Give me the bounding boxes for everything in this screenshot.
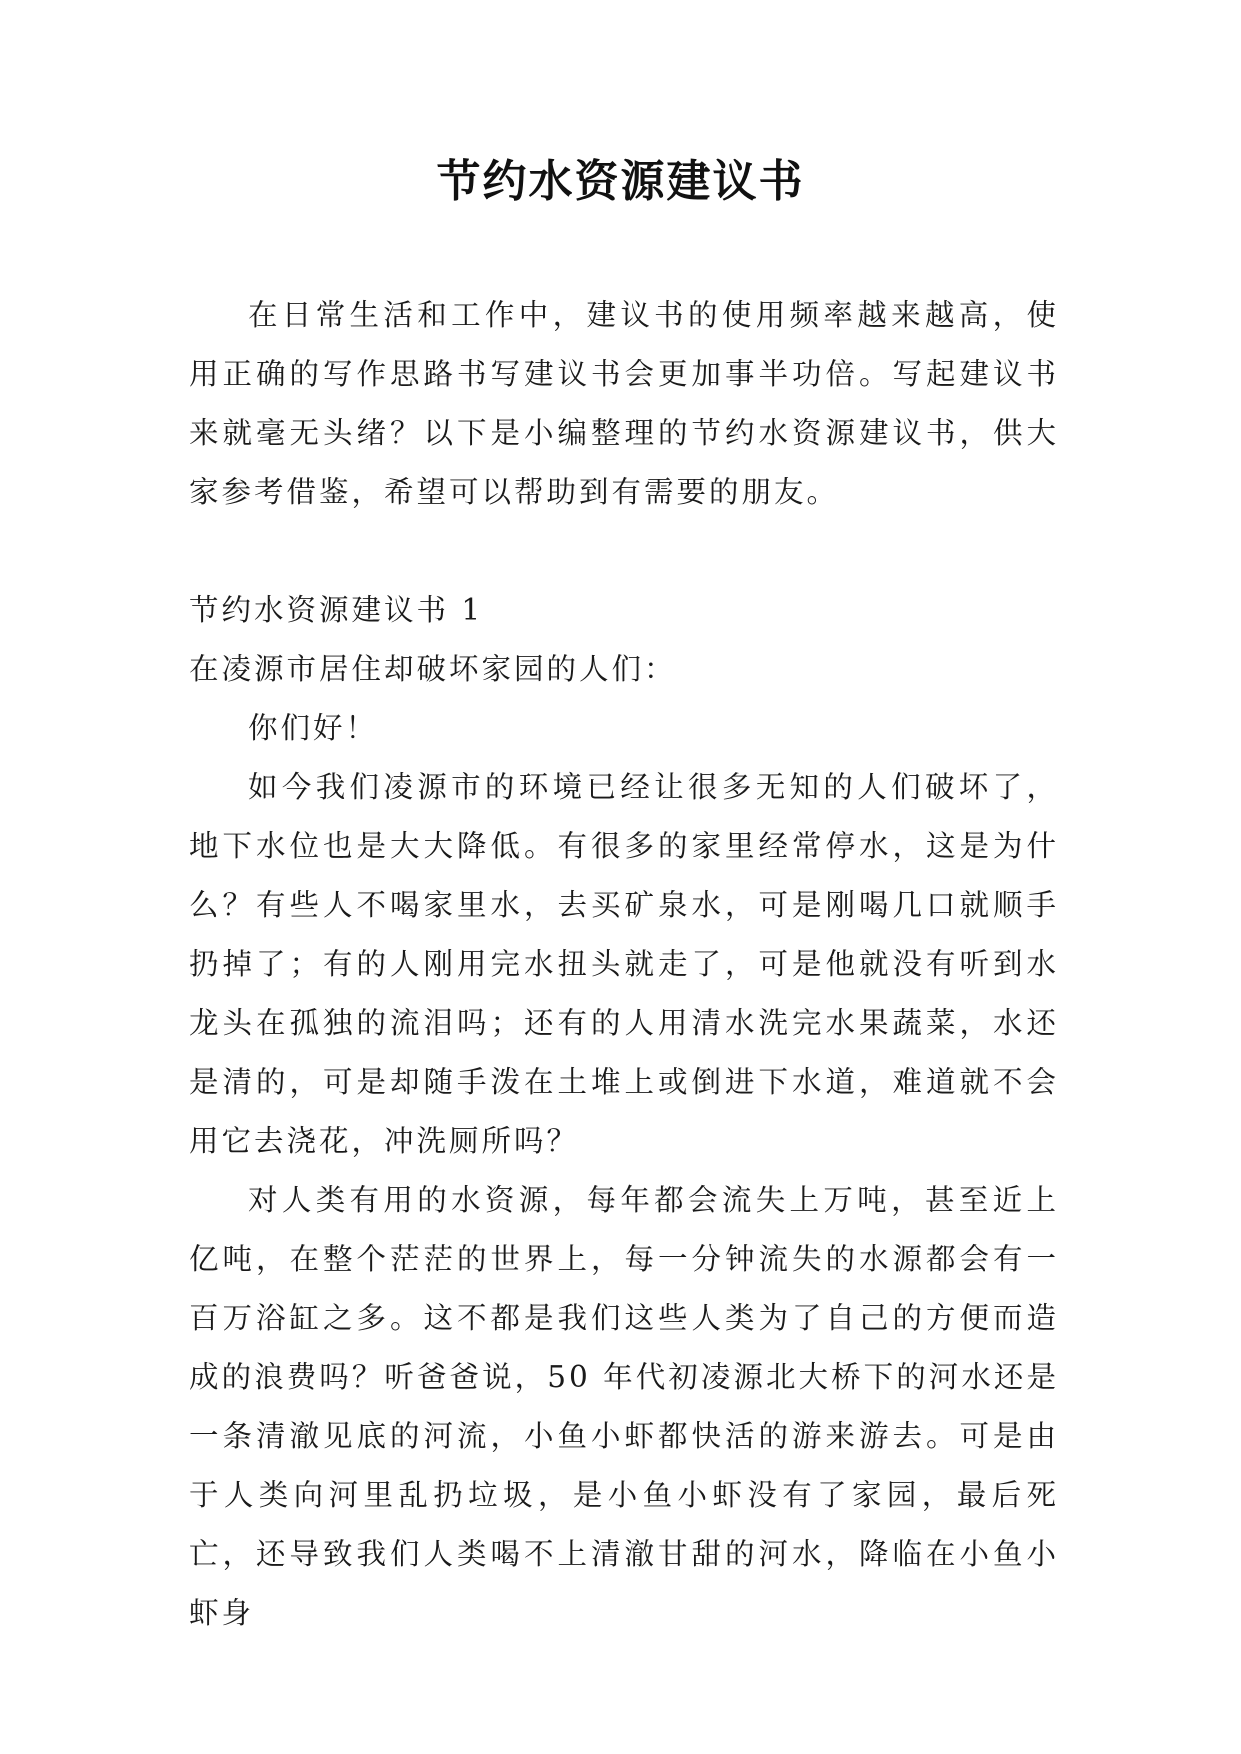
salutation: 在凌源市居住却破坏家园的人们： xyxy=(189,652,677,686)
section-heading: 节约水资源建议书 1 xyxy=(189,593,484,627)
page-title: 节约水资源建议书 xyxy=(436,156,805,207)
intro-paragraph: 在日常生活和工作中，建议书的使用频率越来越高，使用正确的写作思路书写建议书会更加事半功倍。写起建议书来就毫无头绪？以下是小编整理的节约水资源建议书，供大家参考借鉴，希望可以帮助到有需要的朋友。 xyxy=(189,298,1059,509)
greeting: 你们好！ xyxy=(248,711,379,745)
document-body xyxy=(189,286,1059,1643)
body-paragraph: 对人类有用的水资源，每年都会流失上万吨，甚至近上亿吨，在整个茫茫的世界上，每一分钟流失的水源都会有一百万浴缸之多。这不都是我们这些人类为了自己的方便而造成的浪费吗？听爸爸说，50 年代初凌源北大桥下的河水还是一条清澈见底的河流，小鱼小虾都快活的游来游去。可是由于人类向河里乱扔垃圾，是小鱼小虾没有了家园，最后死亡，还导致我们人类喝不上清澈甘甜的河水，降临在小鱼小虾身 xyxy=(189,1183,1059,1630)
body-paragraph: 如今我们凌源市的环境已经让很多无知的人们破坏了，地下水位也是大大降低。有很多的家里经常停水，这是为什么？有些人不喝家里水，去买矿泉水，可是刚喝几口就顺手扔掉了；有的人刚用完水扭头就走了，可是他就没有听到水龙头在孤独的流泪吗；还有的人用清水洗完水果蔬菜，水还是清的，可是却随手泼在土堆上或倒进下水道，难道就不会用它去浇花，冲洗厕所吗？ xyxy=(189,770,1059,1158)
